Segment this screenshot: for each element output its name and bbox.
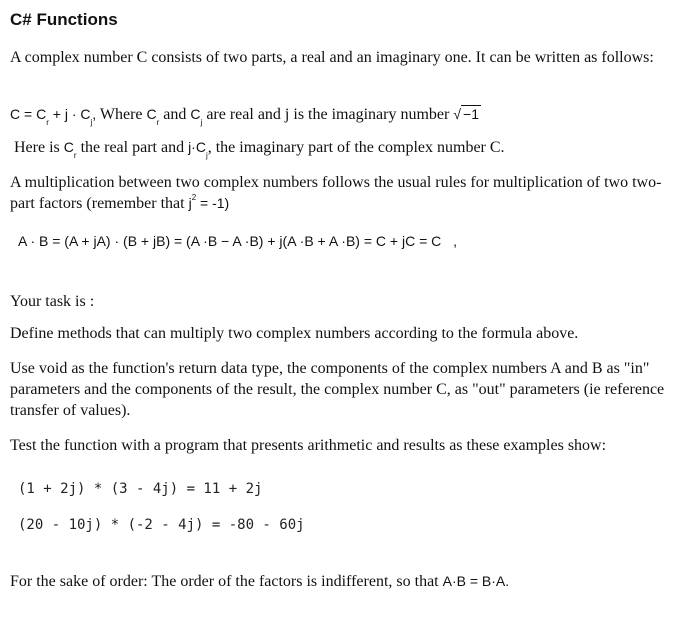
where-text: Where	[96, 106, 147, 123]
multiplication-paragraph	[10, 172, 674, 214]
page-title: C# Functions	[10, 10, 118, 29]
c-real-symbol-2: C	[63, 139, 74, 155]
task-test: Test the function with a program that presents arithmetic and results as these examples show:	[10, 437, 607, 454]
power-2: 2	[191, 193, 197, 202]
formula-trailing-comma: ,	[453, 233, 458, 249]
definition-line	[10, 104, 674, 125]
eq-minus-one: = -1)	[196, 195, 230, 211]
sub-j: j	[90, 118, 93, 127]
intro-paragraph: A complex number C consists of two parts, a real and an imaginary one. It can be written as follows:	[10, 49, 654, 66]
sub-j-3: j	[205, 151, 208, 160]
multiplication-formula	[18, 233, 457, 249]
sqrt-argument: −1	[463, 106, 479, 122]
and-text: and	[159, 106, 191, 123]
multiplication-text: A multiplication between two complex numbers follows the usual rules for multiplication of two two-part factors (remember that	[10, 174, 662, 212]
jc-symbol: j·C	[188, 139, 206, 155]
are-real-text: are real and j is the imaginary number	[202, 106, 454, 123]
sub-r-2: r	[156, 118, 160, 127]
order-formula: A·B = B·A.	[442, 573, 510, 589]
formula-lhs: C = C	[10, 106, 47, 122]
formula-text: A · B = (A + jA) · (B + jB) = (A ·B − A ·B) + j(A ·B + A ·B) = C + jC = C	[18, 233, 442, 249]
task-define: Define methods that can multiply two complex numbers according to the formula above.	[10, 325, 579, 342]
sqrt-minus-one	[453, 104, 481, 125]
here-line	[14, 137, 678, 158]
formula-comma: ,	[92, 106, 97, 122]
real-part-text: the real part and	[76, 139, 189, 156]
here-is-text: Here is	[14, 139, 64, 156]
sqrt-symbol: √	[453, 106, 462, 122]
sub-r-3: r	[73, 151, 77, 160]
task-void: Use void as the function's return data type, the components of the complex numbers A and B as "in" parameters and the components of the result, the complex number C, as "out" parameters (ie reference transfer of values).	[10, 360, 665, 419]
imag-part-text: , the imaginary part of the complex number C.	[207, 139, 505, 156]
example-1: (1 + 2j) * (3 - 4j) = 11 + 2j	[18, 481, 263, 497]
j-symbol: j	[188, 195, 192, 211]
order-line	[10, 571, 674, 592]
order-text: For the sake of order: The order of the factors is indifferent, so that	[10, 573, 443, 590]
sub-j-2: j	[200, 118, 203, 127]
task-label: Your task is :	[10, 293, 95, 310]
example-2: (20 - 10j) * (-2 - 4j) = -80 - 60j	[18, 517, 305, 533]
c-imag-symbol: C	[190, 106, 201, 122]
c-real-symbol: C	[146, 106, 157, 122]
sub-r: r	[46, 118, 49, 127]
formula-imag: + j · C	[48, 106, 91, 122]
